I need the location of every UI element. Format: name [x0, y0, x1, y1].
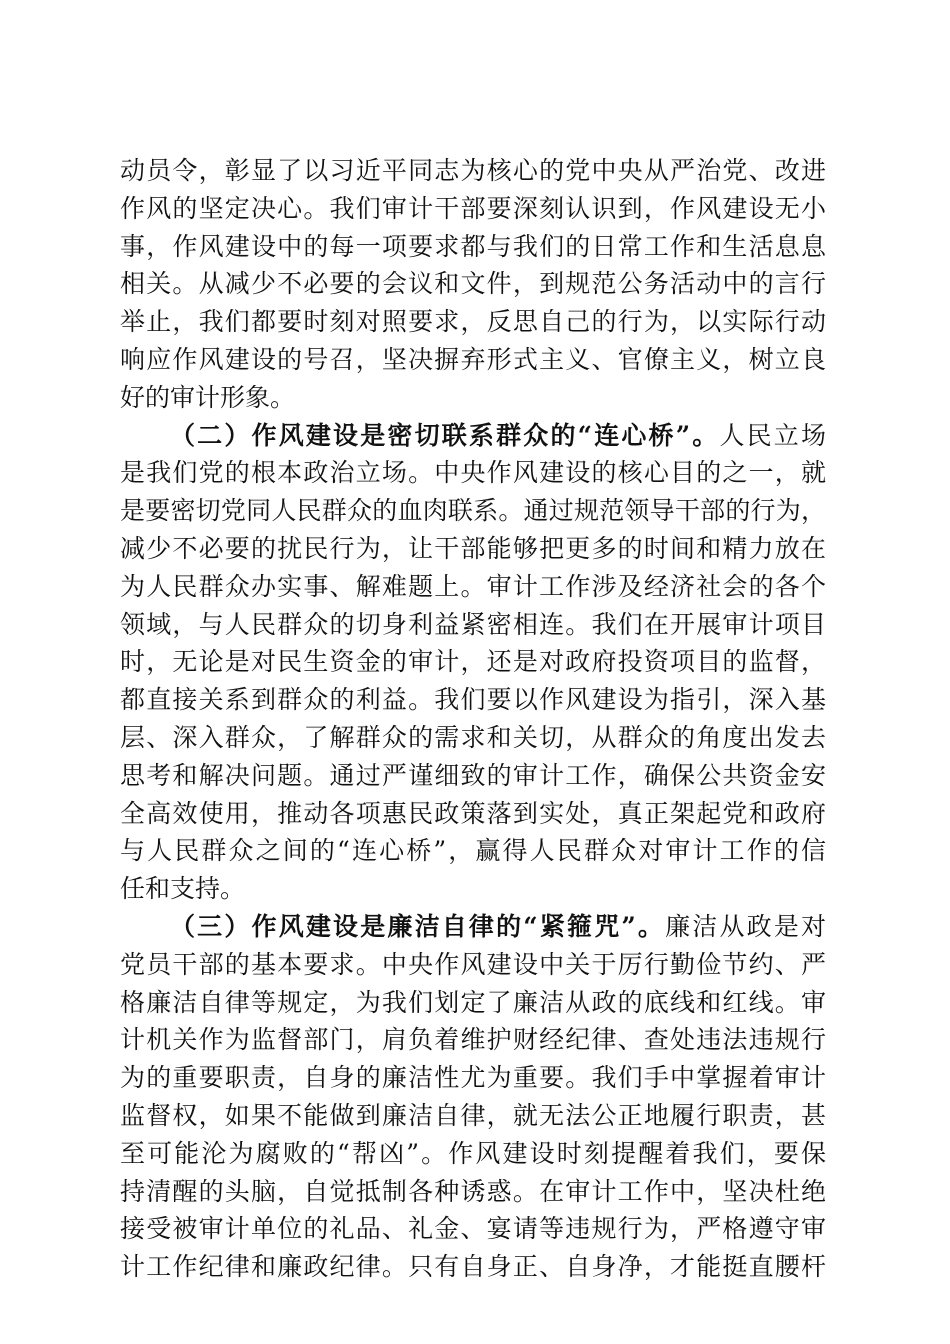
paragraph-first-line	[120, 417, 826, 455]
text-line: 为人民群众办实事、解难题上。审计工作涉及经济社会的各个	[120, 571, 826, 601]
text-line: 相关。从减少不必要的会议和文件，到规范公务活动中的言行	[120, 269, 826, 299]
text-line: 为的重要职责，自身的廉洁性尤为重要。我们手中掌握着审计	[120, 1063, 826, 1093]
text-line: 是我们党的根本政治立场。中央作风建设的核心目的之一，就	[120, 458, 826, 488]
paragraph-1	[120, 152, 826, 417]
text-line: 动员令，彰显了以习近平同志为核心的党中央从严治党、改进	[120, 156, 826, 185]
text-line: 计机关作为监督部门，肩负着维护财经纪律、查处违法违规行	[120, 1025, 826, 1055]
text-line: 与人民群众之间的“连心桥”，赢得人民群众对审计工作的信	[120, 836, 826, 866]
text-run: 人民立场	[719, 420, 826, 450]
text-line: 是要密切党同人民群众的血肉联系。通过规范领导干部的行为，	[120, 496, 826, 526]
text-line: 持清醒的头脑，自觉抵制各种诱惑。在审计工作中，坚决杜绝	[120, 1176, 826, 1206]
text-line: 格廉洁自律等规定，为我们划定了廉洁从政的底线和红线。审	[120, 987, 826, 1017]
text-line: 举止，我们都要时刻对照要求，反思自己的行为，以实际行动	[120, 307, 826, 337]
text-line: 领域，与人民群众的切身利益紧密相连。我们在开展审计项目	[120, 609, 826, 639]
document-body	[120, 152, 826, 1286]
paragraph-first-line	[120, 908, 826, 946]
text-line: 任和支持。	[120, 874, 246, 904]
text-line: 好的审计形象。	[120, 382, 296, 412]
text-line: 层、深入群众，了解群众的需求和关切，从群众的角度出发去	[120, 722, 826, 752]
text-line: 时，无论是对民生资金的审计，还是对政府投资项目的监督，	[120, 647, 826, 677]
paragraph-2	[120, 417, 826, 908]
paragraph-3	[120, 908, 826, 1286]
section-heading-2: （二）作风建设是密切联系群众的“连心桥”。	[170, 420, 720, 450]
text-line: 响应作风建设的号召，坚决摒弃形式主义、官僚主义，树立良	[120, 344, 826, 374]
text-line: 接受被审计单位的礼品、礼金、宴请等违规行为，严格遵守审	[120, 1214, 826, 1244]
text-line: 全高效使用，推动各项惠民政策落到实处，真正架起党和政府	[120, 798, 826, 828]
text-line: 减少不必要的扰民行为，让干部能够把更多的时间和精力放在	[120, 533, 826, 563]
text-line: 作风的坚定决心。我们审计干部要深刻认识到，作风建设无小	[120, 193, 826, 223]
text-line: 事，作风建设中的每一项要求都与我们的日常工作和生活息息	[120, 231, 826, 261]
text-line: 至可能沦为腐败的“帮凶”。作风建设时刻提醒着我们，要保	[120, 1138, 826, 1168]
text-line: 党员干部的基本要求。中央作风建设中关于厉行勤俭节约、严	[120, 949, 826, 979]
section-heading-3: （三）作风建设是廉洁自律的“紧箍咒”。	[170, 911, 666, 941]
text-line: 思考和解决问题。通过严谨细致的审计工作，确保公共资金安	[120, 760, 826, 790]
text-line: 计工作纪律和廉政纪律。只有自身正、自身净，才能挺直腰杆	[120, 1252, 826, 1282]
text-line: 监督权，如果不能做到廉洁自律，就无法公正地履行职责，甚	[120, 1100, 826, 1130]
text-run: 廉洁从政是对	[665, 911, 826, 941]
text-line: 都直接关系到群众的利益。我们要以作风建设为指引，深入基	[120, 685, 826, 715]
